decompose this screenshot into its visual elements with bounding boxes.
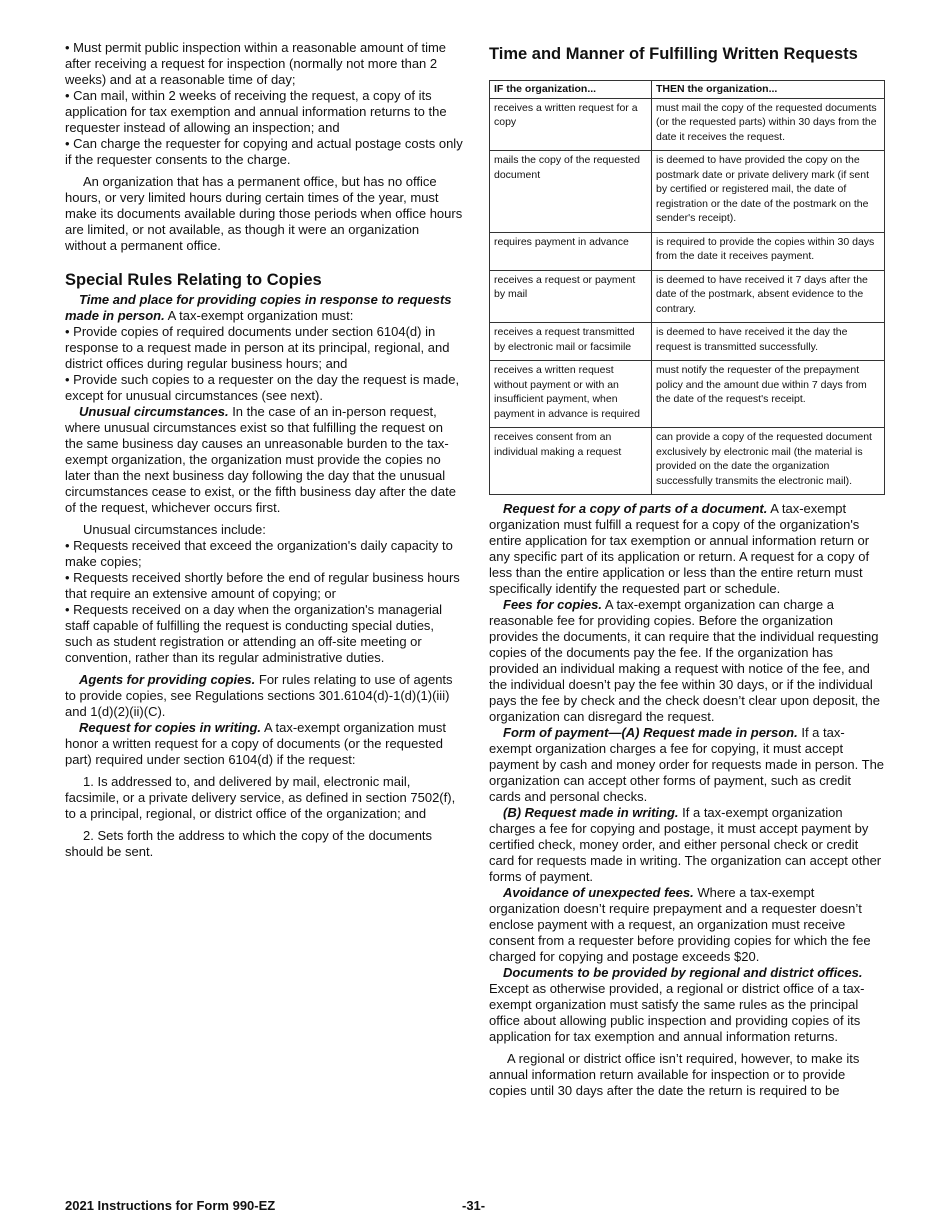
- paragraph-form-b: [489, 805, 885, 885]
- table-cell-then: must notify the requester of the prepayment policy and the amount due within 7 days from the date of the request's receipt.: [652, 361, 885, 428]
- paragraph-agents: [65, 672, 463, 720]
- table-row: [490, 361, 885, 428]
- page-number: -31-: [462, 1198, 486, 1213]
- text-fees: A tax-exempt organization can charge a reasonable fee for providing copies. Before the organization provides the documents, it can require that the individual requesting copies of the documents pay the fee. If the organization has provided an individual making a request with notice of the fee, and the individual doesn’t pay the fee within 30 days, or if the individual pays the fee by check and the check doesn’t clear upon deposit, the organization can disregard the request.: [489, 597, 880, 724]
- table-cell-if: receives a request transmitted by electronic mail or facsimile: [490, 323, 652, 361]
- bullet-daily-capacity: • Requests received that exceed the organization's daily capacity to make copies;: [65, 538, 463, 570]
- bullet-mail-copy: • Can mail, within 2 weeks of receiving the request, a copy of its application for tax exemption and annual information returns to the requester instead of allowing an inspection; and: [65, 88, 463, 136]
- lead-unusual: Unusual circumstances.: [79, 404, 229, 419]
- paragraph-time-place: [65, 292, 463, 324]
- table-cell-if: receives a request or payment by mail: [490, 270, 652, 323]
- table-cell-then: must mail the copy of the requested documents (or the requested parts) within 30 days from the date it receives the request.: [652, 98, 885, 151]
- paragraph-permanent-office: An organization that has a permanent office, but has no office hours, or very limited hours during certain times of the year, must make its documents available during those periods when office hours are limited, or not available, as though it were an organization without a permanent office.: [65, 174, 463, 253]
- paragraph-fees: [489, 597, 885, 725]
- heading-time-manner: Time and Manner of Fulfilling Written Requests: [489, 45, 858, 63]
- table-row: [490, 323, 885, 361]
- table-cell-then: can provide a copy of the requested document exclusively by electronic mail (the material is provided on the date the organization successfully transmits the electronic mail).: [652, 428, 885, 495]
- text-regional-docs: Except as otherwise provided, a regional or district office of a tax-exempt organization must satisfy the same rules as the principal office about allowing public inspection and providing copies of its application for tax exemption and annual information returns.: [489, 981, 865, 1044]
- table-cell-if: mails the copy of the requested document: [490, 151, 652, 233]
- lead-form-b: (B) Request made in writing.: [503, 805, 679, 820]
- table-header-then: THEN the organization...: [652, 81, 885, 99]
- text-avoidance: Where a tax-exempt organization doesn’t require prepayment and a requester doesn’t enclose payment with a request, an organization must receive consent from a requester before providing copies for which the fee charged for copying and postage exceeds $20.: [489, 885, 871, 964]
- right-column: [489, 40, 885, 1099]
- table-header-if: IF the organization...: [490, 81, 652, 99]
- table-cell-if: requires payment in advance: [490, 232, 652, 270]
- lead-form-a: Form of payment—(A) Request made in person.: [503, 725, 798, 740]
- table-cell-then: is deemed to have received it 7 days after the date of the postmark, absent evidence to the contrary.: [652, 270, 885, 323]
- left-column: [65, 40, 463, 860]
- table-cell-if: receives consent from an individual making a request: [490, 428, 652, 495]
- paragraph-writing: [65, 720, 463, 768]
- table-row: [490, 232, 885, 270]
- text-parts: A tax-exempt organization must fulfill a request for a copy of the organization's entire application for tax exemption or annual information return or any specific part of its application or return. A request for a copy of less than the entire application or less than the entire return must specifically identify the requested part or schedule.: [489, 501, 870, 596]
- table-cell-then: is deemed to have received it the day the request is transmitted successfully.: [652, 323, 885, 361]
- lead-fees: Fees for copies.: [503, 597, 602, 612]
- table-cell-if: receives a written request without payment or with an insufficient payment, when payment in advance is required: [490, 361, 652, 428]
- unusual-include: Unusual circumstances include:: [83, 522, 266, 537]
- requests-table: [489, 80, 885, 495]
- table-cell-if: receives a written request for a copy: [490, 98, 652, 151]
- footer-form-title: 2021 Instructions for Form 990-EZ: [65, 1198, 276, 1213]
- paragraph-parts: [489, 501, 885, 597]
- paragraph-avoidance: [489, 885, 885, 965]
- list-item-1: 1. Is addressed to, and delivered by mail, electronic mail, facsimile, or a private delivery service, as defined in section 7502(f), to a principal, regional, or district office of the organization; and: [65, 774, 456, 821]
- lead-writing: Request for copies in writing.: [79, 720, 262, 735]
- text-form-b: If a tax-exempt organization charges a fee for copying and postage, it must accept payment by certified check, money order, and either personal check or credit card for requests made in writing. The organization can accept other forms of payment.: [489, 805, 882, 884]
- paragraph-regional-docs: [489, 965, 885, 1045]
- lead-parts: Request for a copy of parts of a document.: [503, 501, 768, 516]
- bullet-end-of-hours: • Requests received shortly before the end of regular business hours that require an extensive amount of copying; or: [65, 570, 463, 602]
- heading-special-rules: Special Rules Relating to Copies: [65, 271, 322, 289]
- lead-regional-docs: Documents to be provided by regional and district offices.: [503, 965, 863, 980]
- bullet-public-inspection: • Must permit public inspection within a reasonable amount of time after receiving a request for inspection (normally not more than 2 weeks) and at a reasonable time of day;: [65, 40, 463, 88]
- lead-agents: Agents for providing copies.: [79, 672, 256, 687]
- lead-avoidance: Avoidance of unexpected fees.: [503, 885, 694, 900]
- table-cell-then: is required to provide the copies within 30 days from the date it receives payment.: [652, 232, 885, 270]
- paragraph-unusual: [65, 404, 463, 516]
- table-row: [490, 98, 885, 151]
- text-unusual: In the case of an in-person request, where unusual circumstances exist so that fulfilling the request on the same business day causes an unreasonable burden to the tax-exempt organization, the organization must provide the copies no later than the next business day following the day that the unusual circumstances cease to exist, or the fifth business day after the date of the request, whichever occurs first.: [65, 404, 456, 515]
- lead-time-place: Time and place for providing copies in response to requests made in person.: [65, 292, 452, 323]
- paragraph-form-a: [489, 725, 885, 805]
- bullet-charge-requester: • Can charge the requester for copying and actual postage costs only if the requester consents to the charge.: [65, 136, 463, 168]
- paragraph-regional-office: A regional or district office isn’t required, however, to make its annual information return available for inspection or to provide copies until 30 days after the date the return is required to be: [489, 1051, 860, 1098]
- table-cell-then: is deemed to have provided the copy on the postmark date or private delivery mark (if sent by certified or registered mail, the date of registration or the date of the postmark on the sender's receipt).: [652, 151, 885, 233]
- text-form-a: If a tax-exempt organization charges a fee for copying, it must accept payment by cash and money order for requests made in person. The organization can accept other forms of payment, such as credit cards and personal checks.: [489, 725, 885, 804]
- bullet-special-duties: • Requests received on a day when the organization's managerial staff capable of fulfilling the request is conducting special duties, such as student registration or attending an off-site meeting or convention, rather than its regular administrative duties.: [65, 602, 463, 666]
- text-time-place: A tax-exempt organization must:: [167, 308, 354, 323]
- list-item-2: 2. Sets forth the address to which the copy of the documents should be sent.: [65, 828, 433, 859]
- table-row: [490, 428, 885, 495]
- text-writing: A tax-exempt organization must honor a written request for a copy of documents (or the requested part) required under section 6104(d) if the request:: [65, 720, 447, 767]
- table-row: [490, 151, 885, 233]
- bullet-same-day: • Provide such copies to a requester on the day the request is made, except for unusual circumstances (see next).: [65, 372, 463, 404]
- text-agents: For rules relating to use of agents to provide copies, see Regulations sections 301.6104(d)-1(d)(1)(iii) and 1(d)(2)(ii)(C).: [65, 672, 453, 719]
- table-header-row: [490, 81, 885, 99]
- table-row: [490, 270, 885, 323]
- bullet-provide-copies: • Provide copies of required documents under section 6104(d) in response to a request made in person at its principal, regional, and district offices during regular business hours; and: [65, 324, 463, 372]
